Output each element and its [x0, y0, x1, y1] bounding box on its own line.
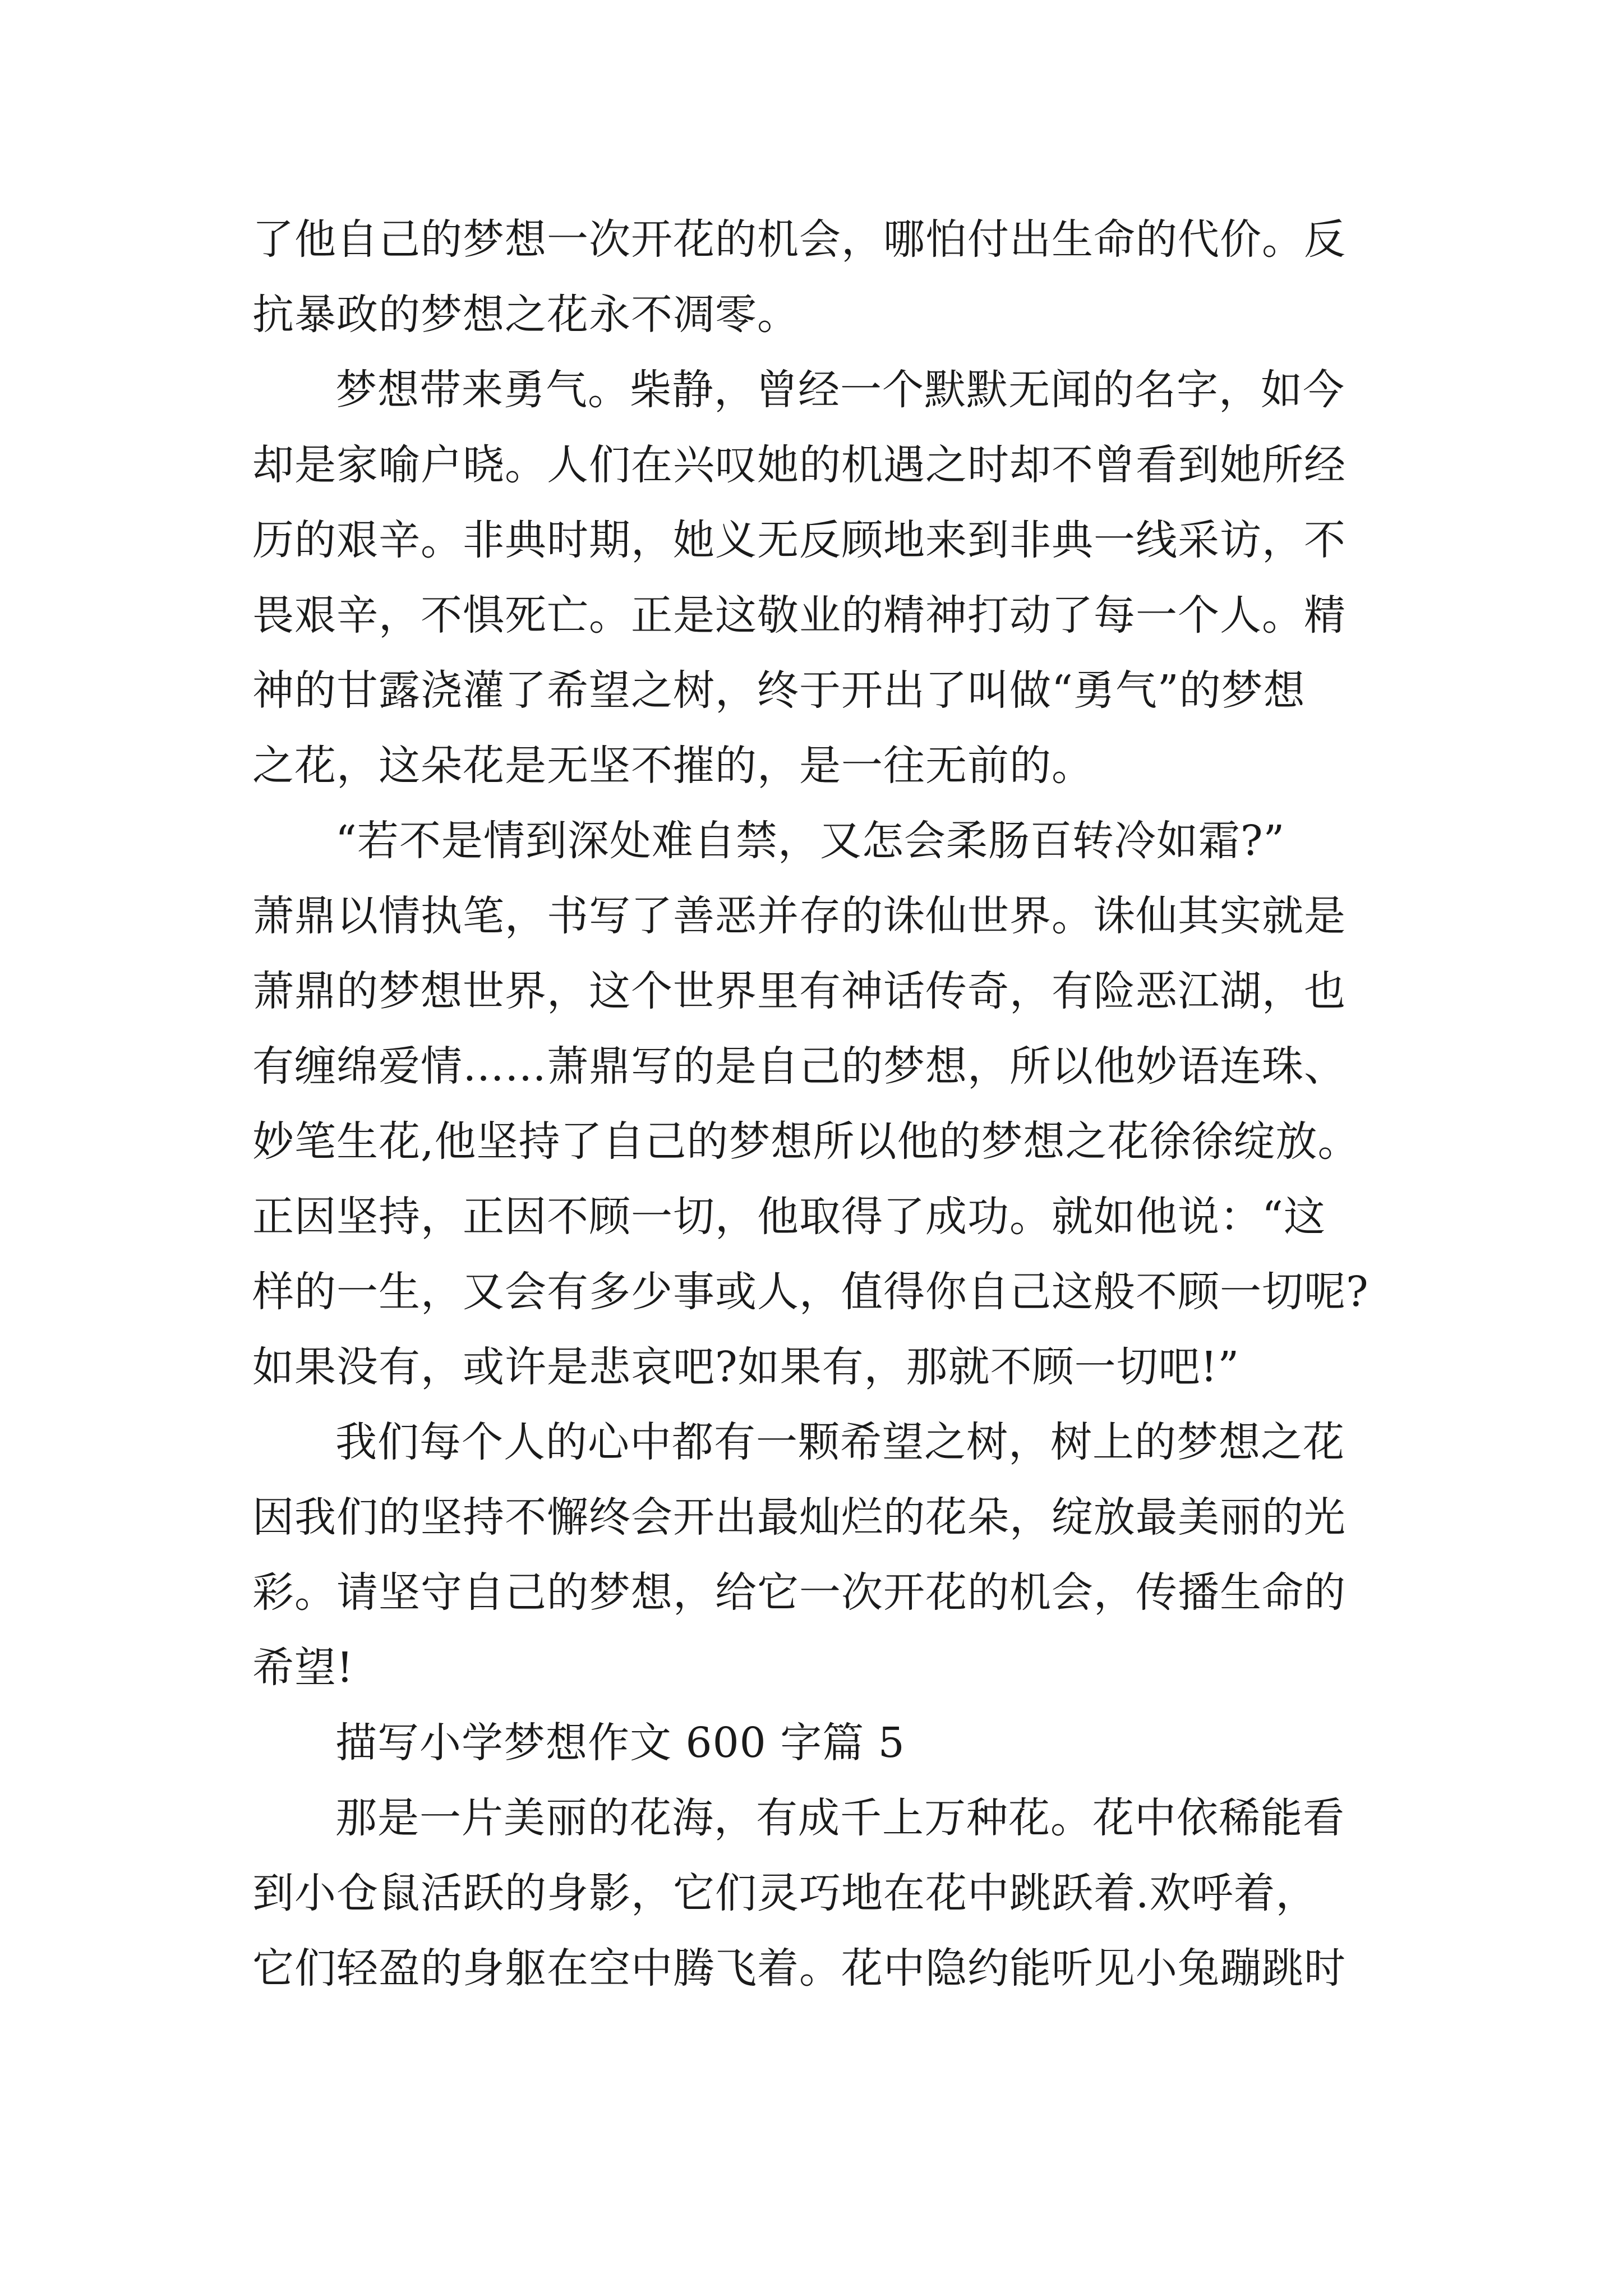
text-line: 神的甘露浇灌了希望之树，终于开出了叫做“勇气”的梦想	[252, 666, 1306, 715]
text-line: 妙笔生花,他坚持了自己的梦想所以他的梦想之花徐徐绽放。	[252, 1117, 1360, 1166]
text-line: 却是家喻户晓。人们在兴叹她的机遇之时却不曾看到她所经	[252, 441, 1346, 489]
text-line: 希望!	[252, 1644, 354, 1692]
text-line: 抗暴政的梦想之花永不凋零。	[252, 291, 799, 339]
text-line: 彩。请坚守自己的梦想，给它一次开花的机会，传播生命的	[252, 1568, 1346, 1617]
text-line: 样的一生，又会有多少事或人，值得你自己这般不顾一切呢?	[252, 1268, 1369, 1316]
paragraph-start-line: 那是一片美丽的花海，有成千上万种花。花中依稀能看	[335, 1794, 1345, 1842]
text-line: 萧鼎的梦想世界，这个世界里有神话传奇，有险恶江湖，也	[252, 967, 1346, 1015]
text-line: 正因坚持，正因不顾一切，他取得了成功。就如他说：“这	[252, 1193, 1326, 1241]
text-line: 如果没有，或许是悲哀吧?如果有，那就不顾一切吧!”	[252, 1343, 1240, 1391]
paragraph-start-line: 梦想带来勇气。柴静，曾经一个默默无闻的名字，如今	[335, 366, 1345, 414]
text-line: 萧鼎以情执笔，书写了善恶并存的诛仙世界。诛仙其实就是	[252, 892, 1346, 940]
text-line: 历的艰辛。非典时期，她义无反顾地来到非典一线采访，不	[252, 516, 1346, 564]
text-line: 畏艰辛，不惧死亡。正是这敬业的精神打动了每一个人。精	[252, 591, 1346, 639]
document-body	[252, 202, 1391, 2006]
text-line: 有缠绵爱情……萧鼎写的是自己的梦想，所以他妙语连珠、	[252, 1042, 1346, 1091]
paragraph-start-line: “若不是情到深处难自禁，又怎会柔肠百转冷如霜?”	[335, 817, 1285, 865]
text-line: 之花，这朵花是无坚不摧的，是一往无前的。	[252, 742, 1094, 790]
section-heading: 描写小学梦想作文 600 字篇 5	[335, 1719, 905, 1767]
text-line: 了他自己的梦想一次开花的机会，哪怕付出生命的代价。反	[252, 215, 1346, 264]
text-line: 因我们的坚持不懈终会开出最灿烂的花朵，绽放最美丽的光	[252, 1493, 1346, 1542]
text-line: 它们轻盈的身躯在空中腾飞着。花中隐约能听见小兔蹦跳时	[252, 1944, 1346, 1993]
text-line: 到小仓鼠活跃的身影，它们灵巧地在花中跳跃着.欢呼着，	[252, 1869, 1318, 1917]
paragraph-start-line: 我们每个人的心中都有一颗希望之树，树上的梦想之花	[335, 1418, 1345, 1466]
